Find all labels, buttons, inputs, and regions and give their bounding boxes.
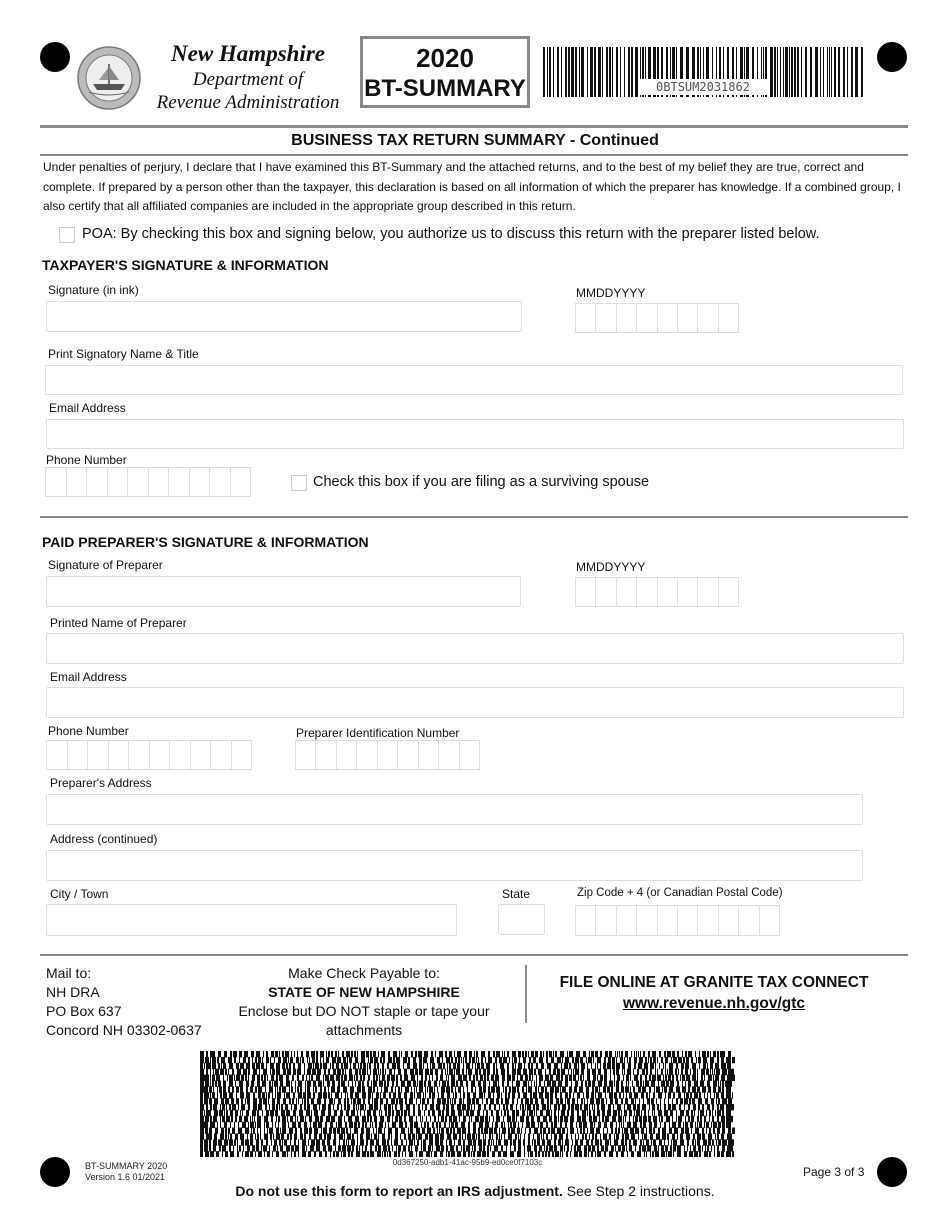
preparer-date-label: MMDDYYYY	[576, 560, 646, 574]
taxpayer-signature-field[interactable]	[46, 301, 522, 332]
taxpayer-date-label: MMDDYYYY	[576, 286, 646, 300]
preparer-state-label: State	[502, 887, 531, 901]
preparer-id-label: Preparer Identification Number	[296, 726, 460, 740]
taxpayer-phone-field[interactable]	[45, 467, 251, 497]
online-heading: FILE ONLINE AT GRANITE TAX CONNECT	[559, 974, 869, 991]
page-title: BUSINESS TAX RETURN SUMMARY - Continued	[291, 132, 659, 149]
taxpayer-signature-label: Signature (in ink)	[48, 283, 139, 297]
state-seal-icon	[77, 46, 141, 110]
footer-form-id	[85, 1161, 167, 1183]
preparer-address2-field[interactable]	[46, 850, 863, 881]
mail-line-3: Concord NH 03302-0637	[46, 1022, 202, 1038]
preparer-phone-field[interactable]	[46, 740, 252, 770]
online-url-link[interactable]: www.revenue.nh.gov/gtc	[622, 995, 805, 1012]
bottom-barcode	[200, 1051, 735, 1157]
registration-mark-top-left	[40, 42, 70, 72]
preparer-zip-field[interactable]	[575, 905, 780, 936]
preparer-signature-field[interactable]	[46, 576, 521, 607]
taxpayer-heading: TAXPAYER'S SIGNATURE & INFORMATION	[42, 257, 329, 273]
payable-block	[228, 964, 500, 1040]
surviving-spouse-text: Check this box if you are filing as a surviving spouse	[313, 474, 650, 490]
irs-warning-rest: See Step 2 instructions.	[562, 1183, 715, 1199]
bottom-barcode-id: 0d367250-adb1-41ac-95b9-ed0ce0f7103c	[392, 1158, 543, 1167]
taxpayer-date-field[interactable]	[575, 303, 739, 333]
taxpayer-phone-label: Phone Number	[46, 453, 127, 467]
poa-checkbox[interactable]	[59, 227, 75, 243]
surviving-spouse-checkbox[interactable]	[291, 475, 307, 491]
form-name: BT-SUMMARY	[364, 75, 526, 102]
form-year: 2020	[416, 43, 474, 73]
poa-text: POA: By checking this box and signing below, you authorize us to discuss this return with the preparer listed below.	[82, 226, 820, 242]
payable-note: Enclose but DO NOT staple or tape your attachments	[238, 1003, 490, 1038]
agency-line-1: New Hampshire	[171, 41, 325, 66]
preparer-address-field[interactable]	[46, 794, 863, 825]
registration-mark-top-right	[877, 42, 907, 72]
footer-form-name: BT-SUMMARY 2020	[85, 1161, 168, 1171]
preparer-date-field[interactable]	[575, 577, 739, 607]
payable-heading: Make Check Payable to:	[288, 965, 440, 981]
preparer-id-field[interactable]	[295, 740, 480, 770]
preparer-email-field[interactable]	[46, 687, 904, 718]
preparer-city-label: City / Town	[50, 887, 109, 901]
taxpayer-name-field[interactable]	[45, 365, 903, 395]
perjury-declaration: Under penalties of perjury, I declare that I have examined this BT-Summary and the attached returns, and to the best of my belief they are true, correct and complete. If prepared by a person other than the taxpayer, this declaration is based on all information of which the preparer has knowledge. If a combined group, I also certify that all affiliated companies are included in the appropriate group described in this return.	[43, 160, 901, 213]
agency-line-2: Department of	[192, 69, 304, 90]
preparer-name-label: Printed Name of Preparer	[50, 616, 187, 630]
mailing-address	[46, 964, 202, 1040]
footer-version: Version 1.6 01/2021	[85, 1172, 166, 1182]
irs-warning	[0, 1183, 950, 1199]
mail-line-2: PO Box 637	[46, 1003, 122, 1019]
preparer-name-field[interactable]	[46, 633, 904, 664]
preparer-address-label: Preparer's Address	[50, 776, 152, 790]
irs-warning-bold: Do not use this form to report an IRS adjustment.	[235, 1183, 563, 1199]
preparer-state-field[interactable]	[498, 904, 545, 935]
preparer-heading: PAID PREPARER'S SIGNATURE & INFORMATION	[42, 534, 369, 550]
preparer-signature-label: Signature of Preparer	[48, 558, 163, 572]
mail-line-1: NH DRA	[46, 984, 100, 1000]
preparer-address2-label: Address (continued)	[50, 832, 158, 846]
preparer-email-label: Email Address	[50, 670, 127, 684]
taxpayer-email-field[interactable]	[46, 419, 904, 449]
mail-heading: Mail to:	[46, 965, 92, 981]
payable-payee: STATE OF NEW HAMPSHIRE	[268, 984, 460, 1000]
preparer-zip-label: Zip Code + 4 (or Canadian Postal Code)	[577, 887, 783, 899]
agency-name	[143, 40, 353, 114]
online-block	[545, 972, 883, 1014]
taxpayer-email-label: Email Address	[49, 401, 126, 415]
preparer-phone-label: Phone Number	[48, 724, 129, 738]
top-barcode-text: 0BTSUM2031862	[639, 79, 767, 95]
preparer-city-field[interactable]	[46, 904, 457, 936]
top-barcode	[543, 47, 865, 97]
page-number: Page 3 of 3	[803, 1165, 865, 1179]
footer-divider	[525, 965, 527, 1023]
taxpayer-name-label: Print Signatory Name & Title	[48, 347, 199, 361]
form-title-box	[360, 36, 530, 108]
agency-line-3: Revenue Administration	[156, 92, 340, 113]
